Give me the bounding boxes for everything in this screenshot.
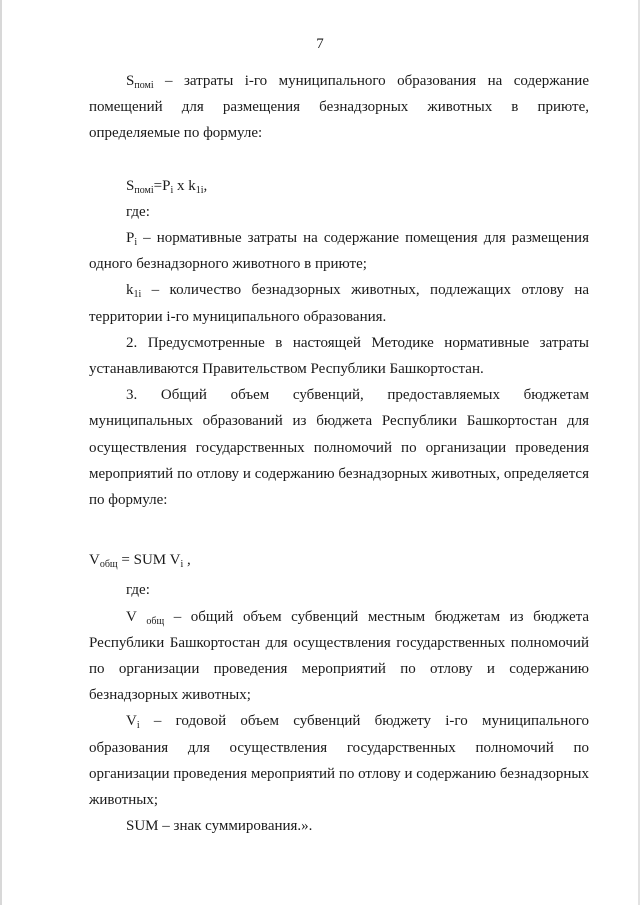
where-label-1: где: xyxy=(126,203,150,220)
paragraph-k-definition: $k_{1i}$ – количество безнадзорных животных, подлежащих отлову на территории і-го муниципального образования. xyxy=(89,282,589,325)
paragraph-item-3: 3. Общий объем субвенций, предоставляемых бюджетам муниципальных образований из бюджета Республики Башкортостан для осуществления государственных полномочий по организации проведения мероприятий по отлову и содержанию безнадзорных животных, определяется по формуле: xyxy=(89,387,589,509)
paragraph-vi-definition: $V_i$ – годовой объем субвенций бюджету і-го муниципального образования для осуществления государственных полномочий по организации проведения мероприятий по отлову и содержанию безнадзорных животных; xyxy=(89,713,589,809)
formula-v-total: $V_{общ}$ = SUM $V_i$ , xyxy=(89,552,191,571)
document-body xyxy=(89,68,589,839)
paragraph-p-definition: $P_i$ – нормативные затраты на содержание помещения для размещения одного безнадзорного животного в приюте; xyxy=(89,230,589,273)
page-edge-left xyxy=(0,0,2,905)
paragraph-sum-definition: SUM – знак суммирования.». xyxy=(126,818,313,835)
paragraph-v-total-definition: V $_{общ}$ – общий объем субвенций местным бюджетам из бюджета Республики Башкортостан для осуществления государственных полномочий по организации проведения мероприятий по отлову и содержанию безнадзорных животных; xyxy=(89,608,590,704)
page-number: 7 xyxy=(316,36,324,52)
formula-s-pom: $S_{помі}=P_i$ x $k_{1i}$, xyxy=(126,177,208,196)
paragraph-item-2: 2. Предусмотренные в настоящей Методике нормативные затраты устанавливаются Правительством Республики Башкортостан. xyxy=(89,334,589,378)
paragraph-s-pom-definition: $S_{помі}$ – затраты і-го муниципального образования на содержание помещений для размещения безнадзорных животных в приюте, определяемые по формуле: xyxy=(89,73,589,142)
where-label-2: где: xyxy=(126,582,150,599)
